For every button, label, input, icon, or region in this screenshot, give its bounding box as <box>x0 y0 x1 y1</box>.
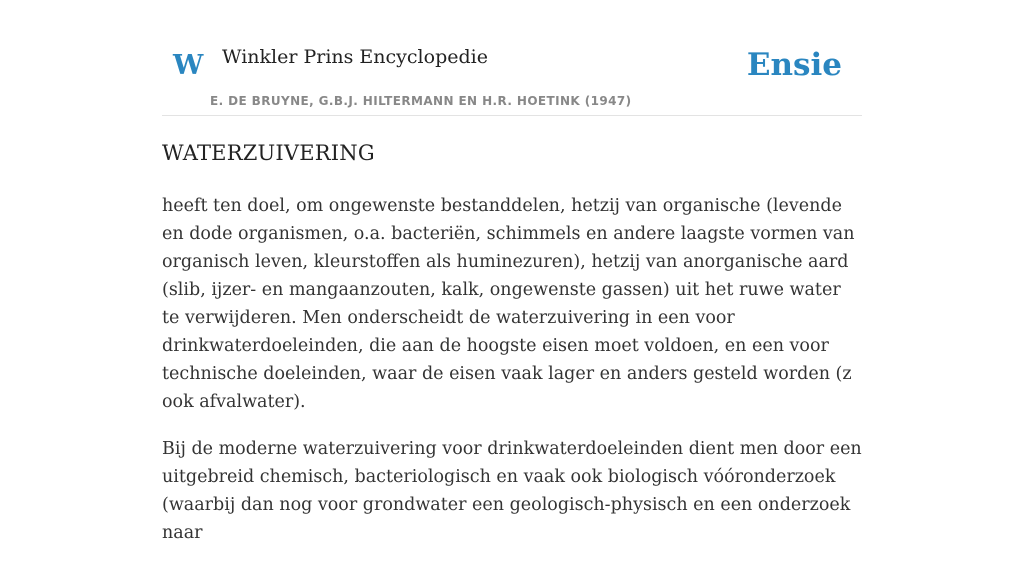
entry-paragraph: Bij de moderne waterzuivering voor drinkwaterdoeleinden dient men door een uitgebreid chemisch, bacteriologisch en vaak ook biologisch vóóronderzoek (waarbij dan nog voor grondwater een geologisch-physisch en een onderzoek naar <box>162 439 862 543</box>
publication-title[interactable]: Winkler Prins Encyclopedie <box>222 46 488 68</box>
ensie-logo[interactable]: Ensie <box>746 47 842 83</box>
site-header <box>162 0 862 116</box>
publication-authors: E. DE BRUYNE, G.B.J. HILTERMANN EN H.R. HOETINK (1947) <box>210 94 632 108</box>
entry-title: WATERZUIVERING <box>162 141 375 165</box>
winkler-prins-logo[interactable]: W <box>173 50 204 81</box>
entry-paragraph: heeft ten doel, om ongewenste bestanddelen, hetzij van organische (levende en dode organismen, o.a. bacteriën, schimmels en andere laagste vormen van organisch leven, kleurstoffen als huminezuren), hetzij van anorganische aard (slib, ijzer- en mangaanzouten, kalk, ongewenste gassen) uit het ruwe water te verwijderen. Men onderscheidt de waterzuivering in een voor drinkwaterdoeleinden, die aan de hoogste eisen moet voldoen, en een voor technische doeleinden, waar de eisen vaak lager en anders gesteld worden (z ook afvalwater). <box>162 196 855 412</box>
entry-body <box>162 192 862 566</box>
